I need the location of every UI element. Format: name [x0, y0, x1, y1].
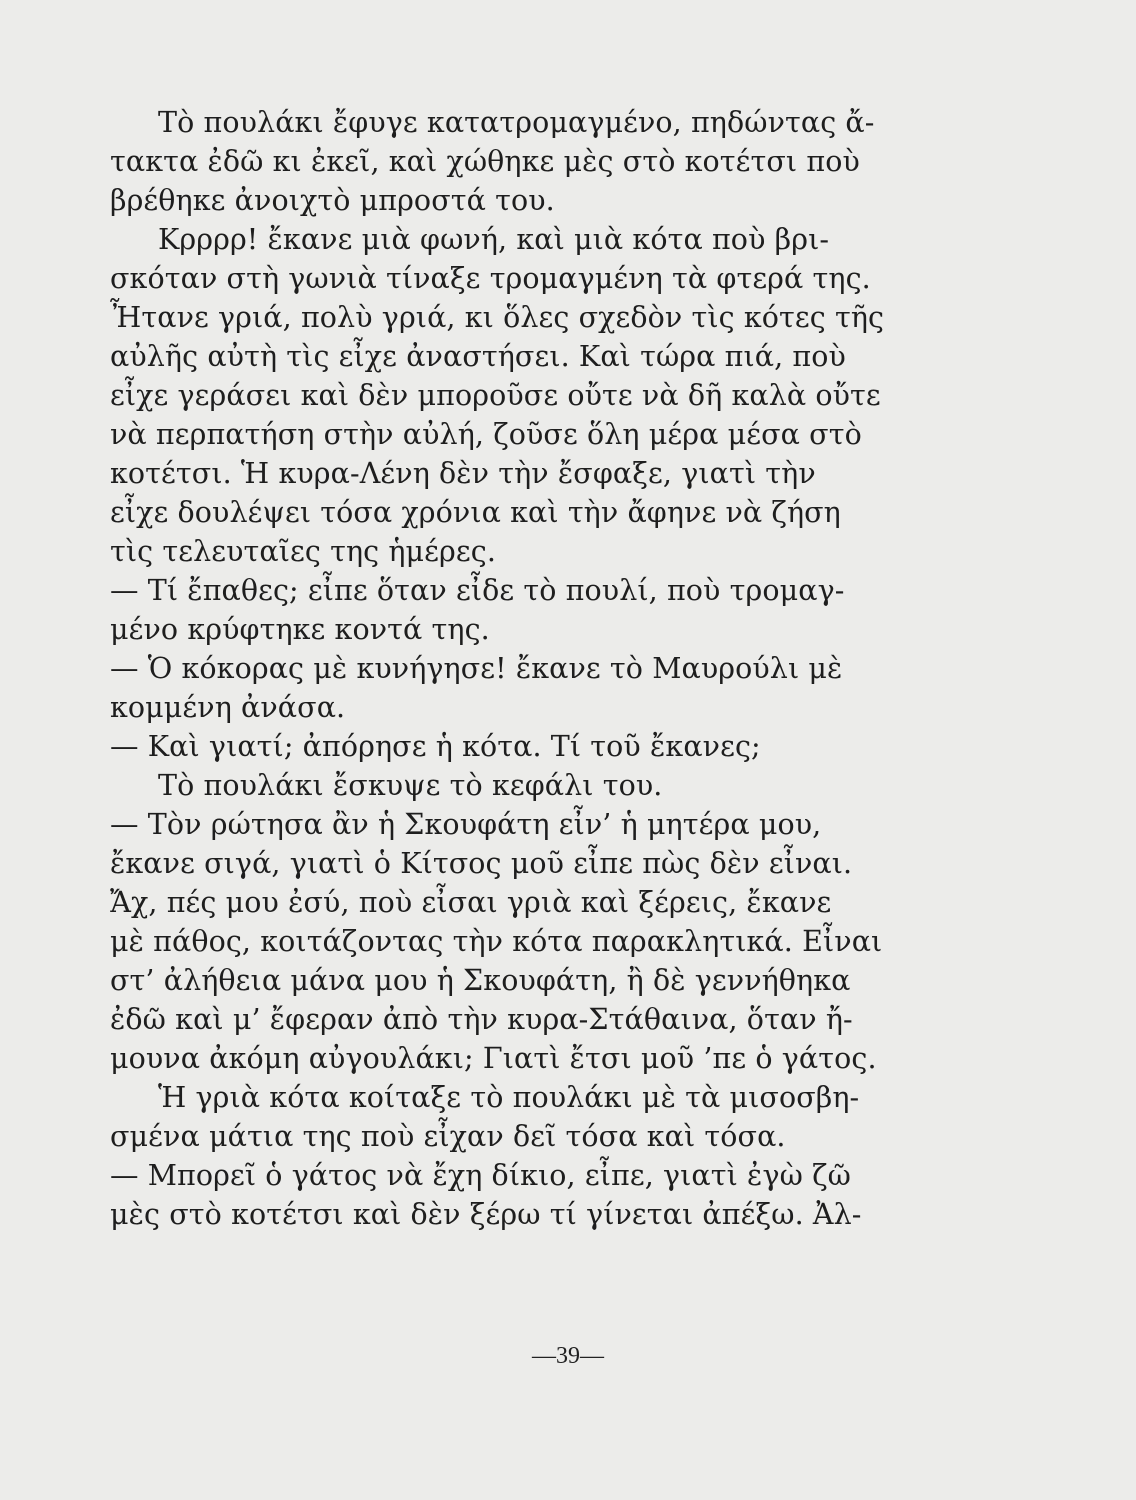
text-line: μὲ πάθος, κοιτάζοντας τὴν κότα παρακλητικά. Εἶναι: [110, 925, 883, 958]
text-line: Τὸ πουλάκι ἔφυγε κατατρομαγμένο, πηδώντας ἄ-: [158, 106, 875, 139]
text-line: κοτέτσι. Ἡ κυρα-Λένη δὲν τὴν ἔσφαξε, γιατὶ τὴν: [110, 457, 816, 490]
text-line: ἐδῶ καὶ μ’ ἔφεραν ἀπὸ τὴν κυρα-Στάθαινα, ὅταν ἤ-: [110, 1003, 853, 1036]
text-line: στ’ ἀλήθεια μάνα μου ἡ Σκουφάτη, ἢ δὲ γεννήθηκα: [110, 964, 851, 997]
text-line: — Καὶ γιατί; ἀπόρησε ἡ κότα. Τί τοῦ ἔκανες;: [110, 730, 761, 763]
text-line: σκόταν στὴ γωνιὰ τίναξε τρομαγμένη τὰ φτερά της.: [110, 262, 871, 295]
text-line: νὰ περπατήση στὴν αὐλή, ζοῦσε ὅλη μέρα μέσα στὸ: [110, 418, 862, 451]
text-line: — Μπορεῖ ὁ γάτος νὰ ἔχη δίκιο, εἶπε, γιατὶ ἐγὼ ζῶ: [110, 1159, 851, 1192]
body-text: [110, 103, 900, 1234]
text-line: τακτα ἐδῶ κι ἐκεῖ, καὶ χώθηκε μὲς στὸ κοτέτσι ποὺ: [110, 145, 860, 178]
text-line: μουνα ἀκόμη αὐγουλάκι; Γιατὶ ἔτσι μοῦ ’πε ὁ γάτος.: [110, 1042, 877, 1075]
text-line: — Τί ἔπαθες; εἶπε ὅταν εἶδε τὸ πουλί, ποὺ τρομαγ-: [110, 574, 845, 607]
text-line: σμένα μάτια της ποὺ εἶχαν δεῖ τόσα καὶ τόσα.: [110, 1120, 786, 1153]
text-line: Ἦτανε γριά, πολὺ γριά, κι ὅλες σχεδὸν τὶς κότες τῆς: [110, 301, 885, 334]
text-line: τὶς τελευταῖες της ἡμέρες.: [110, 535, 496, 568]
text-line: Ἡ γριὰ κότα κοίταξε τὸ πουλάκι μὲ τὰ μισοσβη-: [158, 1081, 860, 1114]
text-line: βρέθηκε ἀνοιχτὸ μπροστά του.: [110, 184, 555, 217]
text-line: Ἄχ, πές μου ἐσύ, ποὺ εἶσαι γριὰ καὶ ξέρεις, ἔκανε: [110, 886, 832, 919]
text-line: ἔκανε σιγά, γιατὶ ὁ Κίτσος μοῦ εἶπε πὼς δὲν εἶναι.: [110, 847, 853, 880]
page-number: —39—: [532, 1343, 604, 1369]
text-line: μένο κρύφτηκε κοντά της.: [110, 613, 490, 646]
text-line: — Τὸν ρώτησα ἂν ἡ Σκουφάτη εἶν’ ἡ μητέρα μου,: [110, 808, 822, 841]
text-line: κομμένη ἀνάσα.: [110, 691, 346, 724]
text-line: αὐλῆς αὐτὴ τὶς εἶχε ἀναστήσει. Καὶ τώρα πιά, ποὺ: [110, 340, 846, 373]
text-line: εἶχε γεράσει καὶ δὲν μποροῦσε οὔτε νὰ δῆ καλὰ οὔτε: [110, 379, 881, 412]
text-line: εἶχε δουλέψει τόσα χρόνια καὶ τὴν ἄφηνε νὰ ζήση: [110, 496, 841, 529]
text-line: Κρρρρ! ἔκανε μιὰ φωνή, καὶ μιὰ κότα ποὺ βρι-: [158, 223, 830, 256]
text-line: μὲς στὸ κοτέτσι καὶ δὲν ξέρω τί γίνεται ἀπέξω. Ἀλ-: [110, 1198, 862, 1231]
text-line: Τὸ πουλάκι ἔσκυψε τὸ κεφάλι του.: [158, 769, 663, 802]
text-line: — Ὁ κόκορας μὲ κυνήγησε! ἔκανε τὸ Μαυρούλι μὲ: [110, 652, 843, 685]
